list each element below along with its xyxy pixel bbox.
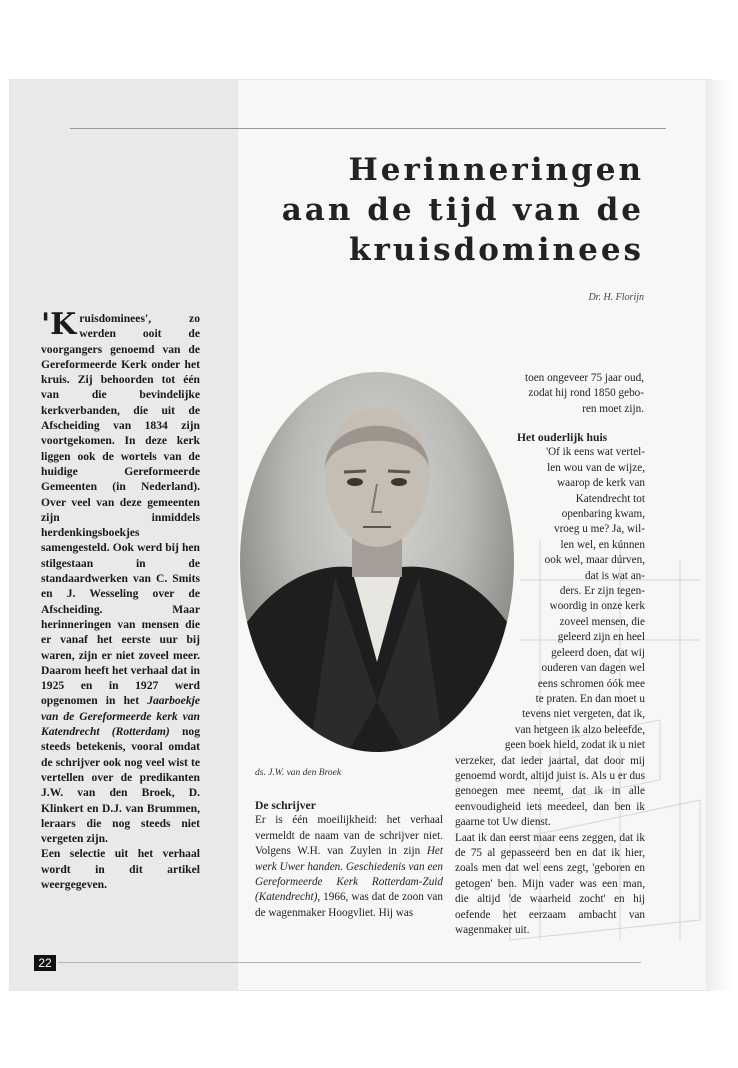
top-rule: [70, 128, 666, 129]
col2-text: Er is één moeilijkheid: het verhaal vermeldt de naam van de schrijver niet. Volgens W.H. van Zuylen in zijn: [255, 814, 443, 858]
col3-wrap-line: geleerd doen, dat wij: [551, 646, 645, 659]
col3-wrap-line: tevens niet vergeten, dat ik,: [522, 708, 645, 721]
intro-closing: Een selectie uit het verhaal wordt in dit artikel weergegeven.: [41, 847, 200, 891]
intro-column: [41, 307, 200, 892]
col3-wrap-line: 'Of ik eens wat vertel-: [546, 446, 645, 459]
col3-text: verzeker, dat ieder jaartal, dat door mij genoemd wordt, altijd juist is. Als u er dus genoegen mee neemt, dat ik in alle eenvoudigheid iets meedeel, dan ben ik gaarne tot Uw dienst.: [455, 754, 645, 829]
col3-wrap-line: ouderen van dagen wel: [541, 662, 645, 675]
col3-top-line: ren moet zijn.: [582, 402, 644, 415]
col3-wrap-line: te praten. En dan moet u: [535, 692, 645, 705]
page-edge: [706, 80, 736, 990]
intro-text-continued: nog steeds betekenis, vooral omdat de schrijver ook nog veel wist te vertellen over de predikanten J.W. van den Broek, D. Klinkert en D.J. van Brummen, leraars die nog steeds niet vergeten zijn.: [41, 725, 200, 846]
col3-wrap-line: eens schromen óók mee: [537, 677, 645, 690]
column-right: [455, 430, 645, 938]
col3-wrap-line: van hetgeen ik alzo beleefde,: [514, 723, 645, 736]
col2-text-continued: , 1966, was dat de zoon van de wagenmaker Hoogvliet. Hij was: [255, 891, 443, 919]
col3-wrap-line: openbaring kwam,: [561, 508, 645, 521]
dropcap: 'K: [41, 307, 77, 342]
title-line: aan de tijd van de: [281, 192, 644, 228]
col3-top-line: toen ongeveer 75 jaar oud,: [525, 372, 644, 384]
col3-wrap-line: waarop de kerk van: [557, 477, 645, 490]
col3-wrap-line: dat is wat an-: [585, 569, 645, 582]
intro-text: ruisdominees', zo werden ooit de voorgangers genoemd van de Gereformeerde Kerk onder het kruis. Zij behoorden tot één van die bevindelijke kerkverbanden, die uit de Afscheiding van 1834 zijn voortgekomen. In deze kerk liggen ook de wortels van de huidige Gereformeerde Gemeenten (in Nederland). Over veel van deze gemeenten zijn inmiddels herdenkingsboekjes samengesteld. Ook werd bij hen stilgestaan in de standaardwerken van C. Smits en J. Wesseling over de Afscheiding. Maar herinneringen van mensen die er vanaf het eerste uur bij waren, zijn er niet zoveel meer. Daarom heeft het verhaal dat in 1925 en in 1927 werd opgenomen in het: [41, 312, 200, 708]
col3-wrap-line: woordig in onze kerk: [549, 600, 645, 613]
section-heading-ouderlijk-huis: Het ouderlijk huis: [517, 431, 608, 444]
col3-wrap-line: geleerd zijn en heel: [557, 631, 645, 644]
column-middle: [255, 798, 443, 921]
portrait-caption: ds. J.W. van den Broek: [255, 768, 342, 778]
article-author: Dr. H. Florijn: [588, 292, 644, 303]
col3-wrap-line: ders. Er zijn tegen-: [559, 585, 645, 598]
column-right-top: [480, 371, 644, 417]
title-line: Herinneringen: [348, 152, 644, 188]
col2-book-title: Het werk Uwer handen. Geschiedenis van een Gereformeerde Kerk Rotterdam-Zuid (Katendrecht): [255, 845, 443, 904]
col3-wrap-line: geen boek hield, zodat ik u niet: [504, 739, 645, 752]
title-line: kruisdominees: [349, 232, 644, 268]
bottom-rule: [58, 962, 641, 963]
col3-wrap-line: ook wel, maar dúrven,: [544, 554, 645, 567]
col3-top-line: zodat hij rond 1850 gebo-: [528, 387, 644, 400]
col3-wrap-line: zoveel mensen, die: [559, 615, 645, 628]
page-number: 22: [34, 955, 56, 971]
col3-wrap-line: Katendrecht tot: [575, 492, 645, 505]
section-heading-schrijver: De schrijver: [255, 799, 316, 812]
col3-wrap-line: len wel, en kúnnen: [560, 538, 645, 551]
col3-wrap-line: len wou van de wijze,: [547, 461, 645, 474]
col3-wrap-line: vroeg u me? Ja, wil-: [553, 523, 645, 536]
col3-text-2: Laat ik dan eerst maar eens zeggen, dat ik de 75 al gepasseerd ben en dat ik hier, zoals men dat wel eens zegt, 'geboren en getogen' ben. Mijn vader was een man, die altijd 'de waarheid zocht' en hij oefende het eerzaam ambacht van wagenmaker uit.: [455, 831, 645, 936]
intro-book-title: Jaarboekje van de Gereformeerde kerk van Katendrecht (Rotterdam): [41, 694, 200, 739]
article-title: [224, 150, 644, 270]
